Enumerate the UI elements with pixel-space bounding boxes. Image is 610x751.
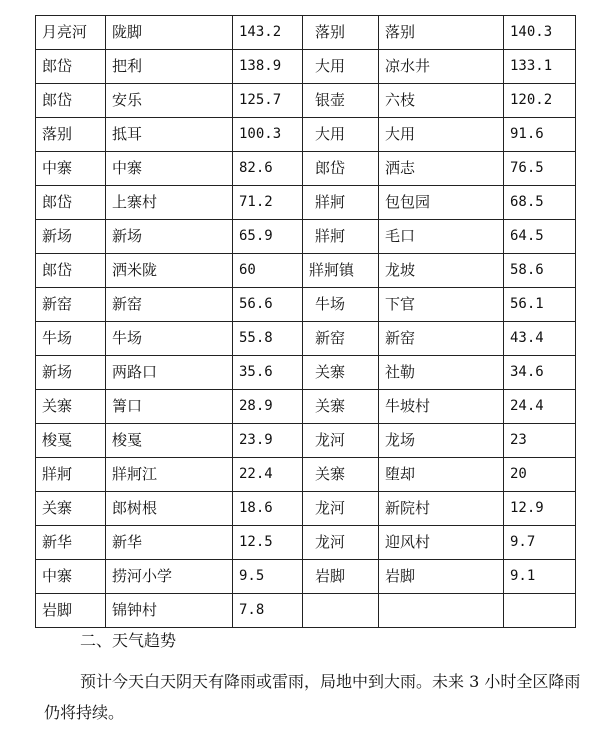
township-cell: 牛场 <box>303 288 379 322</box>
rainfall-value-cell: 60 <box>233 254 303 288</box>
table-row <box>36 186 576 220</box>
station-cell: 新窑 <box>106 288 233 322</box>
station-cell: 新窑 <box>379 322 504 356</box>
township-cell: 龙河 <box>303 492 379 526</box>
rainfall-value-cell: 55.8 <box>233 322 303 356</box>
rainfall-value-cell: 9.1 <box>504 560 576 594</box>
table-row <box>36 390 576 424</box>
township-cell: 牂牁 <box>36 458 106 492</box>
township-cell <box>303 594 379 628</box>
rainfall-value-cell: 7.8 <box>233 594 303 628</box>
table-row <box>36 16 576 50</box>
station-cell: 牛坡村 <box>379 390 504 424</box>
rainfall-value-cell: 133.1 <box>504 50 576 84</box>
station-cell: 凉水井 <box>379 50 504 84</box>
rainfall-value-cell: 24.4 <box>504 390 576 424</box>
rainfall-value-cell: 100.3 <box>233 118 303 152</box>
table-row <box>36 152 576 186</box>
township-cell: 关寨 <box>36 390 106 424</box>
township-cell: 牂牁镇 <box>303 254 379 288</box>
station-cell: 抵耳 <box>106 118 233 152</box>
forecast-paragraph: 预计今天白天阴天有降雨或雷雨，局地中到大雨。未来 3 小时全区降雨仍将持续。 <box>44 672 581 722</box>
table-row <box>36 118 576 152</box>
table-row <box>36 526 576 560</box>
station-cell: 捞河小学 <box>106 560 233 594</box>
table-row <box>36 254 576 288</box>
station-cell: 龙场 <box>379 424 504 458</box>
township-cell: 郎岱 <box>36 84 106 118</box>
rainfall-value-cell: 56.6 <box>233 288 303 322</box>
township-cell: 大用 <box>303 50 379 84</box>
station-cell: 牛场 <box>106 322 233 356</box>
rainfall-value-cell: 56.1 <box>504 288 576 322</box>
table-row <box>36 458 576 492</box>
station-cell: 岩脚 <box>379 560 504 594</box>
rainfall-value-cell: 18.6 <box>233 492 303 526</box>
township-cell: 牂牁 <box>303 220 379 254</box>
table-row <box>36 288 576 322</box>
township-cell: 新华 <box>36 526 106 560</box>
rainfall-value-cell: 76.5 <box>504 152 576 186</box>
station-cell: 龙坡 <box>379 254 504 288</box>
station-cell <box>379 594 504 628</box>
township-cell: 牛场 <box>36 322 106 356</box>
station-cell: 锦钟村 <box>106 594 233 628</box>
township-cell: 梭戛 <box>36 424 106 458</box>
station-cell: 包包园 <box>379 186 504 220</box>
township-cell: 月亮河 <box>36 16 106 50</box>
township-cell: 大用 <box>303 118 379 152</box>
rainfall-value-cell: 91.6 <box>504 118 576 152</box>
rainfall-value-cell: 28.9 <box>233 390 303 424</box>
township-cell: 中寨 <box>36 560 106 594</box>
station-cell: 把利 <box>106 50 233 84</box>
rainfall-value-cell: 22.4 <box>233 458 303 492</box>
station-cell: 洒志 <box>379 152 504 186</box>
table-row <box>36 356 576 390</box>
station-cell: 毛口 <box>379 220 504 254</box>
rainfall-value-cell <box>504 594 576 628</box>
station-cell: 牂牁江 <box>106 458 233 492</box>
station-cell: 郎树根 <box>106 492 233 526</box>
township-cell: 龙河 <box>303 424 379 458</box>
station-cell: 新场 <box>106 220 233 254</box>
rainfall-value-cell: 125.7 <box>233 84 303 118</box>
station-cell: 迎风村 <box>379 526 504 560</box>
township-cell: 岩脚 <box>303 560 379 594</box>
township-cell: 银壶 <box>303 84 379 118</box>
station-cell: 堕却 <box>379 458 504 492</box>
rainfall-table-body <box>36 16 576 628</box>
rainfall-value-cell: 23.9 <box>233 424 303 458</box>
township-cell: 落别 <box>36 118 106 152</box>
station-cell: 大用 <box>379 118 504 152</box>
rainfall-value-cell: 34.6 <box>504 356 576 390</box>
rainfall-value-cell: 43.4 <box>504 322 576 356</box>
table-row <box>36 50 576 84</box>
station-cell: 下官 <box>379 288 504 322</box>
station-cell: 上寨村 <box>106 186 233 220</box>
township-cell: 岩脚 <box>36 594 106 628</box>
township-cell: 关寨 <box>303 458 379 492</box>
township-cell: 牂牁 <box>303 186 379 220</box>
rainfall-value-cell: 138.9 <box>233 50 303 84</box>
rainfall-value-cell: 23 <box>504 424 576 458</box>
township-cell: 郎岱 <box>36 254 106 288</box>
station-cell: 箐口 <box>106 390 233 424</box>
station-cell: 落别 <box>379 16 504 50</box>
rainfall-value-cell: 12.5 <box>233 526 303 560</box>
township-cell: 关寨 <box>303 390 379 424</box>
township-cell: 关寨 <box>303 356 379 390</box>
rainfall-value-cell: 20 <box>504 458 576 492</box>
station-cell: 两路口 <box>106 356 233 390</box>
township-cell: 龙河 <box>303 526 379 560</box>
township-cell: 郎岱 <box>36 50 106 84</box>
township-cell: 新场 <box>36 356 106 390</box>
station-cell: 安乐 <box>106 84 233 118</box>
rainfall-value-cell: 140.3 <box>504 16 576 50</box>
rainfall-value-cell: 65.9 <box>233 220 303 254</box>
township-cell: 关寨 <box>36 492 106 526</box>
station-cell: 六枝 <box>379 84 504 118</box>
station-cell: 中寨 <box>106 152 233 186</box>
rainfall-value-cell: 82.6 <box>233 152 303 186</box>
rainfall-value-cell: 68.5 <box>504 186 576 220</box>
township-cell: 落别 <box>303 16 379 50</box>
table-row <box>36 594 576 628</box>
township-cell: 新场 <box>36 220 106 254</box>
rainfall-value-cell: 64.5 <box>504 220 576 254</box>
table-row <box>36 492 576 526</box>
station-cell: 社勒 <box>379 356 504 390</box>
station-cell: 梭戛 <box>106 424 233 458</box>
rainfall-value-cell: 71.2 <box>233 186 303 220</box>
rainfall-value-cell: 9.7 <box>504 526 576 560</box>
table-row <box>36 560 576 594</box>
township-cell: 新窑 <box>303 322 379 356</box>
rainfall-value-cell: 143.2 <box>233 16 303 50</box>
table-row <box>36 220 576 254</box>
rainfall-value-cell: 120.2 <box>504 84 576 118</box>
station-cell: 陇脚 <box>106 16 233 50</box>
section-heading: 二、天气趋势 <box>80 631 177 650</box>
station-cell: 洒米陇 <box>106 254 233 288</box>
township-cell: 郎岱 <box>36 186 106 220</box>
township-cell: 中寨 <box>36 152 106 186</box>
rainfall-value-cell: 9.5 <box>233 560 303 594</box>
township-cell: 郎岱 <box>303 152 379 186</box>
table-row <box>36 424 576 458</box>
table-row <box>36 84 576 118</box>
rainfall-value-cell: 12.9 <box>504 492 576 526</box>
table-row <box>36 322 576 356</box>
township-cell: 新窑 <box>36 288 106 322</box>
rainfall-value-cell: 35.6 <box>233 356 303 390</box>
rainfall-value-cell: 58.6 <box>504 254 576 288</box>
station-cell: 新华 <box>106 526 233 560</box>
rainfall-table <box>35 15 576 628</box>
station-cell: 新院村 <box>379 492 504 526</box>
